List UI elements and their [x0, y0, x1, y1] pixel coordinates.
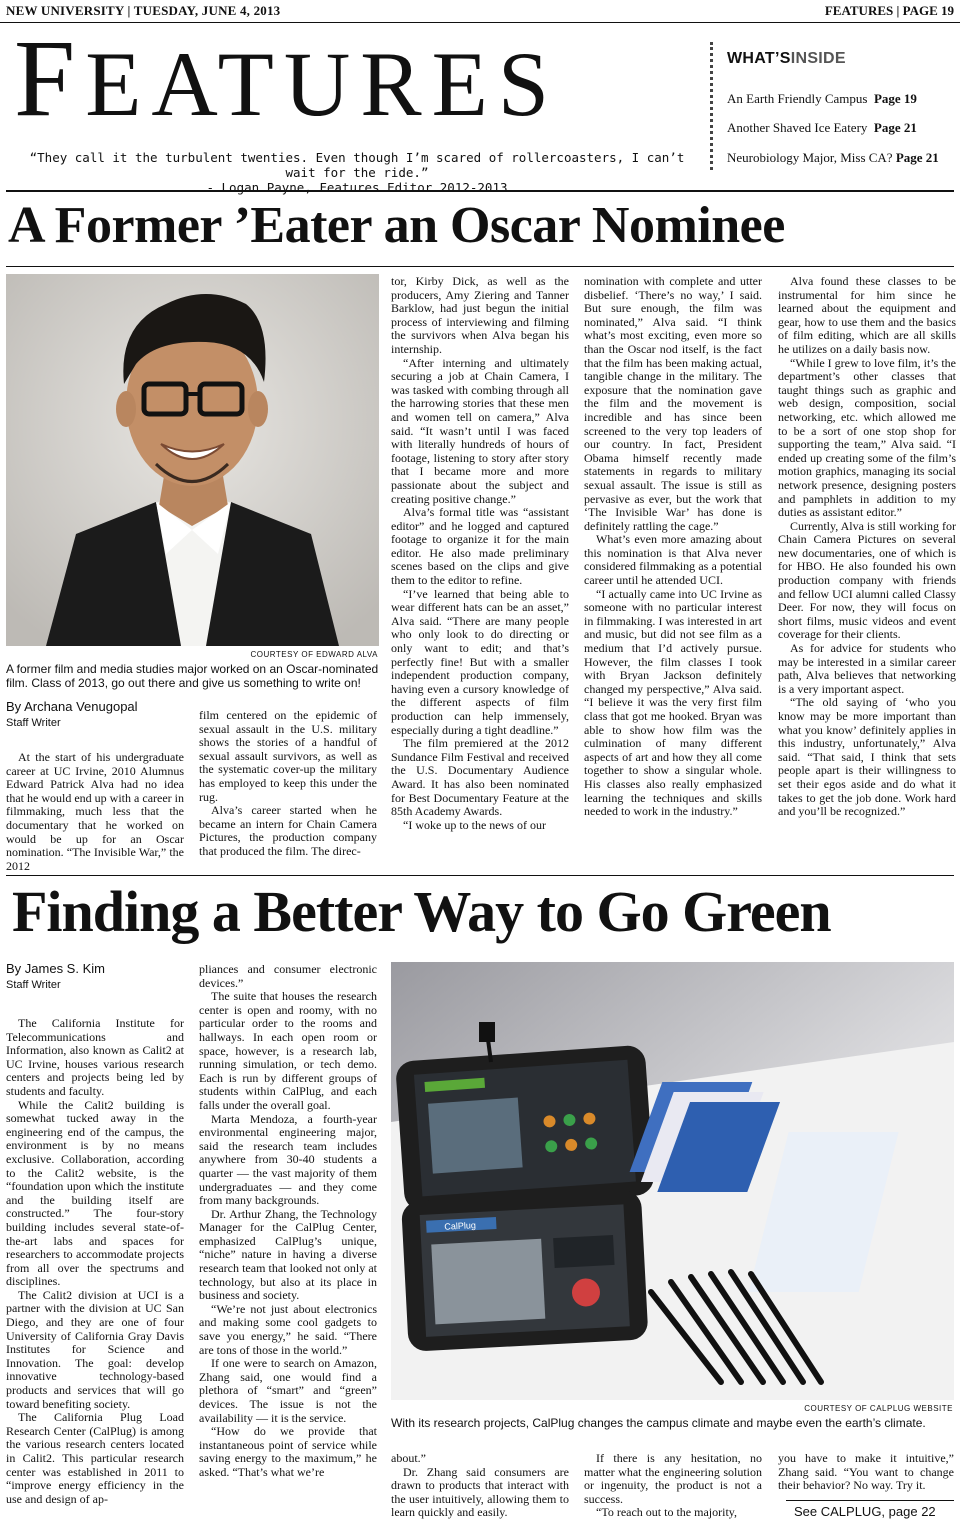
- paragraph: you have to make it intuitive,” Zhang said. “You want to change their behavior? No way. Try it.: [778, 1451, 954, 1493]
- section-masthead: [14, 17, 559, 139]
- paragraph: Dr. Arthur Zhang, the Technology Manager for the CalPlug Center, emphasized CalPlug’s unique, “niche” nature in having a diverse research team that looked not only at technology, but also at its place in business and society.: [199, 1206, 377, 1303]
- paragraph: Alva found these classes to be instrumental for him since he learned about the equipment and gear, how to use them and the basics of film editing, which are all skills he utilizes on a daily basis now.: [778, 274, 956, 356]
- byline-role: Staff Writer: [6, 979, 61, 991]
- paragraph: “After interning and ultimately securing a job at Chain Camera, I was tasked with combing through all the harrowing stories that these men and women tell on camera,” Alva said. “It wasn’t until I was faced with literally hundreds of hours of footage, listening to story after story that I became more and more passionate about the subject and creating positive change.”: [391, 355, 569, 506]
- masthead-rest: EATURES: [85, 33, 559, 135]
- paragraph: “We’re not just about electronics and making some cool gadgets to save you energy,” he said. “There are tons of those in the world.”: [199, 1301, 377, 1357]
- portrait-photo: [6, 274, 379, 646]
- paragraph: Currently, Alva is still working for Chain Camera Pictures on several new documentaries, one of which is for HBO. He also founded his own production company with friends and fellow UCI alumni called Classy Deer. For now, they will focus on short films, music videos and event coverage for their clients.: [778, 518, 956, 642]
- article1-column-4: [778, 275, 956, 819]
- paragraph: If one were to search on Amazon, Zhang said, one would find a plethora of “smart” and “green” devices. The issue is not the availability — it is the service.: [199, 1356, 377, 1425]
- paragraph: What’s even more amazing about this nomination is that Alva never considered filmmaking as a potential career until he attended UCI.: [584, 532, 762, 588]
- paragraph: While the Calit2 building is somewhat tucked away in the engineering end of the campus, the environment is by no means exclusive. Collaboration, according to the Calit2 website, is the “foundation upon which the institute and the building itself are constructed.” The four-story building includes several state-of-the-art labs and spaces for researchers to accommodate projects from all over the spectrums and disciplines.: [6, 1097, 184, 1289]
- paragraph: The California Institute for Telecommunications and Information, also known as Calit2 at UC Irvine, houses various research centers and projects being led by students and faculty.: [6, 1016, 184, 1098]
- paragraph: Dr. Zhang said consumers are drawn to products that interact with the user intuitively, allowing them to learn quickly and easily.: [391, 1464, 569, 1520]
- byline: By Archana Venugopal: [6, 699, 138, 714]
- paragraph: Marta Mendoza, a fourth-year environmental engineering major, said the research team includes anywhere from 30-40 students a quarter — the vast majority of them undergraduates — and they come from many backgrounds.: [199, 1111, 377, 1208]
- quote-text: “They call it the turbulent twenties. Even though I’m scared of rollercoasters, I can’t wait for the ride.”: [29, 150, 685, 180]
- paragraph: film centered on the epidemic of sexual assault in the U.S. military shows the stories of a handful of sexual assault survivors, as well as the systematic cover-up the military has employed to keep this under the rug.: [199, 708, 377, 804]
- paragraph: about.”: [391, 1451, 426, 1465]
- portrait-illustration: [6, 274, 379, 646]
- paragraph: “The old saying of ‘who you know may be more important than what you know’ definitely applies in this industry, unfortunately,” Alva said. “That said, I think that sets people apart is their willingness to set their egos aside and do what it takes to get the job done. Work hard and you’ll be recognized.”: [778, 695, 956, 819]
- paragraph: tor, Kirby Dick, as well as the producers, Amy Ziering and Tanner Barklow, had just begun the initial process of interviewing and filming the survivors when Alva began his internship.: [391, 274, 569, 356]
- calplug-illustration: [391, 962, 954, 1400]
- whats-inside-item[interactable]: [727, 150, 939, 166]
- article2-column-1: [6, 1017, 184, 1506]
- article2-headline[interactable]: Finding a Better Way to Go Green: [12, 879, 831, 944]
- photo-caption: A former film and media studies major worked on an Oscar-nominated film. Class of 2013, go out there and give us something to write on!: [6, 662, 379, 690]
- paragraph: If there is any hesitation, no matter what the engineering solution or ingenuity, the product is not a success.: [584, 1451, 762, 1506]
- screen-logo: CalPlug: [444, 1220, 477, 1232]
- paragraph: Alva’s career started when he became an intern for Chain Camera Pictures, the production company that produced the film. The direc-: [199, 803, 377, 858]
- paragraph: “I woke up to the news of our: [403, 817, 546, 832]
- photo-caption: With its research projects, CalPlug changes the campus climate and maybe even the earth’s climate.: [391, 1416, 926, 1430]
- masthead-rule: [6, 190, 954, 192]
- whats-inside-title-a: WHAT’S: [727, 50, 791, 67]
- whats-inside-item[interactable]: [727, 91, 917, 107]
- jump-rule: [786, 1500, 954, 1501]
- inside-item-page: Page 19: [873, 91, 917, 106]
- paragraph: “I actually came into UC Irvine as someone with no particular interest in filmmaking. I was interested in art and music, but did not see film as a medium that I’d actively pursue. However, the film classes I took with Bryan Jackson definitely changed my perspective,” Alva said. “I believe it was the very first film class that got me hooked. Bryan was able to show how film was the culmination of many different aspects of art and how they all come together to show a singular whole. His classes also really emphasized learning the techniques and skills needed to work in the industry.”: [584, 586, 762, 819]
- quote-attribution: - Logan Payne, Features Editor 2012-2013: [206, 180, 508, 195]
- article1-column-3: [584, 275, 762, 819]
- section-rule: [6, 875, 954, 876]
- editor-quote: [12, 150, 702, 195]
- article1-column-2a: [199, 709, 377, 859]
- paragraph: Alva’s formal title was “assistant editor” and he logged and captured footage to organize it for the main editor. He also made preliminary scenes based on the clips and give them to the editor to refine.: [391, 505, 569, 588]
- article2-column-2: [199, 963, 377, 1480]
- whats-inside-divider: [710, 42, 713, 170]
- inside-item-page: Page 21: [873, 120, 917, 135]
- article1-headline[interactable]: A Former ’Eater an Oscar Nominee: [8, 197, 785, 254]
- paragraph: The suite that houses the research center is open and roomy, with no particular order to the rooms and hallways. In each open room or space, however, is a research lab, running simulation, or tech demo. Each is run by different groups of students within CalPlug, and each falls under the overall goal.: [199, 989, 377, 1112]
- calplug-photo: [391, 962, 954, 1400]
- paragraph: “To reach out to the majority,: [596, 1505, 737, 1520]
- publication-date: NEW UNIVERSITY | TUESDAY, JUNE 4, 2013: [6, 3, 281, 18]
- article1-column-1: [6, 751, 184, 873]
- headline-rule: [6, 266, 954, 267]
- paragraph: The Calit2 division at UCI is a partner with the division at UC San Diego, and they are one of four University of California Gray Davis Institutes for Science and Innovation. The goal: develop innovative technology-based products and services that will go toward benefiting society.: [6, 1287, 184, 1411]
- continued-link[interactable]: See CALPLUG, page 22: [794, 1504, 936, 1519]
- photo-credit: COURTESY OF EDWARD ALVA: [250, 650, 378, 659]
- byline: By James S. Kim: [6, 961, 105, 976]
- article1-column-2b: [391, 275, 569, 832]
- paragraph: The California Plug Load Research Center (CalPlug) is among the various research centers located in Calit2. This particular research center was established in 2011 to “improve energy efficiency in the use and design of ap-: [6, 1410, 184, 1506]
- paragraph: “While I grew to love film, it’s the department’s other classes that taught things such as graphic and web design, composition, social networking, etc. which allowed me to be a sort of one stop shop for supporting the team,” Alva said. “I ended up creating some of the film’s motion graphics, managing its social network presence, designing posters and pamphlets in addition to my duties as assistant editor.”: [778, 355, 956, 520]
- article2-column-3: [391, 1452, 569, 1520]
- photo-credit: COURTESY OF CALPLUG WEBSITE: [804, 1404, 953, 1413]
- paragraph: “How do we provide that instantaneous point of service while saving energy to the maximum,” he asked. “That’s what we’re: [199, 1424, 377, 1479]
- inside-item-text: Neurobiology Major, Miss CA?: [727, 150, 893, 165]
- article2-column-4: [584, 1452, 762, 1520]
- paragraph: “I’ve learned that being able to wear different hats can be an asset,” Alva said. “There are many people who only look to do directing or only want to edit; and that’s perfectly fine! But with a smaller independent production company, having even a cursory knowledge of the different aspects of film production can help immensely, especially during a tight deadline.”: [391, 586, 569, 737]
- paragraph: As for advice for students who may be interested in a similar career path, Alva believes that networking is a very important aspect.: [778, 641, 956, 696]
- article2-column-5: [778, 1452, 954, 1493]
- byline-role: Staff Writer: [6, 717, 61, 729]
- whats-inside-title-b: INSIDE: [790, 50, 846, 67]
- masthead-initial: F: [14, 17, 86, 139]
- paragraph: pliances and consumer electronic devices.”: [199, 962, 377, 990]
- whats-inside-title: [727, 50, 846, 68]
- paragraph: The film premiered at the 2012 Sundance Film Festival and received the U.S. Documentary Audience Award. It has also been nominated for Best Documentary Feature at the 85th Academy Awards.: [391, 736, 569, 819]
- inside-item-text: Another Shaved Ice Eatery: [727, 120, 868, 135]
- page-header-bar: [0, 0, 960, 23]
- paragraph: At the start of his undergraduate career at UC Irvine, 2010 Alumnus Edward Patrick Alva had no idea that he would end up with a career in filmmaking, much less that the documentary that he worked on would be up for an Oscar nomination. “The Invisible War,” the 2012: [6, 750, 184, 873]
- inside-item-text: An Earth Friendly Campus: [727, 91, 868, 106]
- whats-inside-item[interactable]: [727, 120, 917, 136]
- section-page-label: FEATURES | PAGE 19: [824, 3, 954, 18]
- inside-item-page: Page 21: [895, 150, 939, 165]
- paragraph: nomination with complete and utter disbelief. ‘There’s no way,’ I said. But sure enough, the film was nominated,” Alva said. “I think what’s most exciting, even more so than the Oscar nod itself, is the fact that the film has been making actual, tangible change in the military. The exposure that the nomination gave the film and the movement is incredible and has since been screened to the very top leaders of our country. In fact, President Obama himself recently made statements in regards to military sexual assault. The issue is still as pervasive as ever, but the work that ‘The Invisible War’ has done is definitely rattling the cage.”: [584, 274, 762, 533]
